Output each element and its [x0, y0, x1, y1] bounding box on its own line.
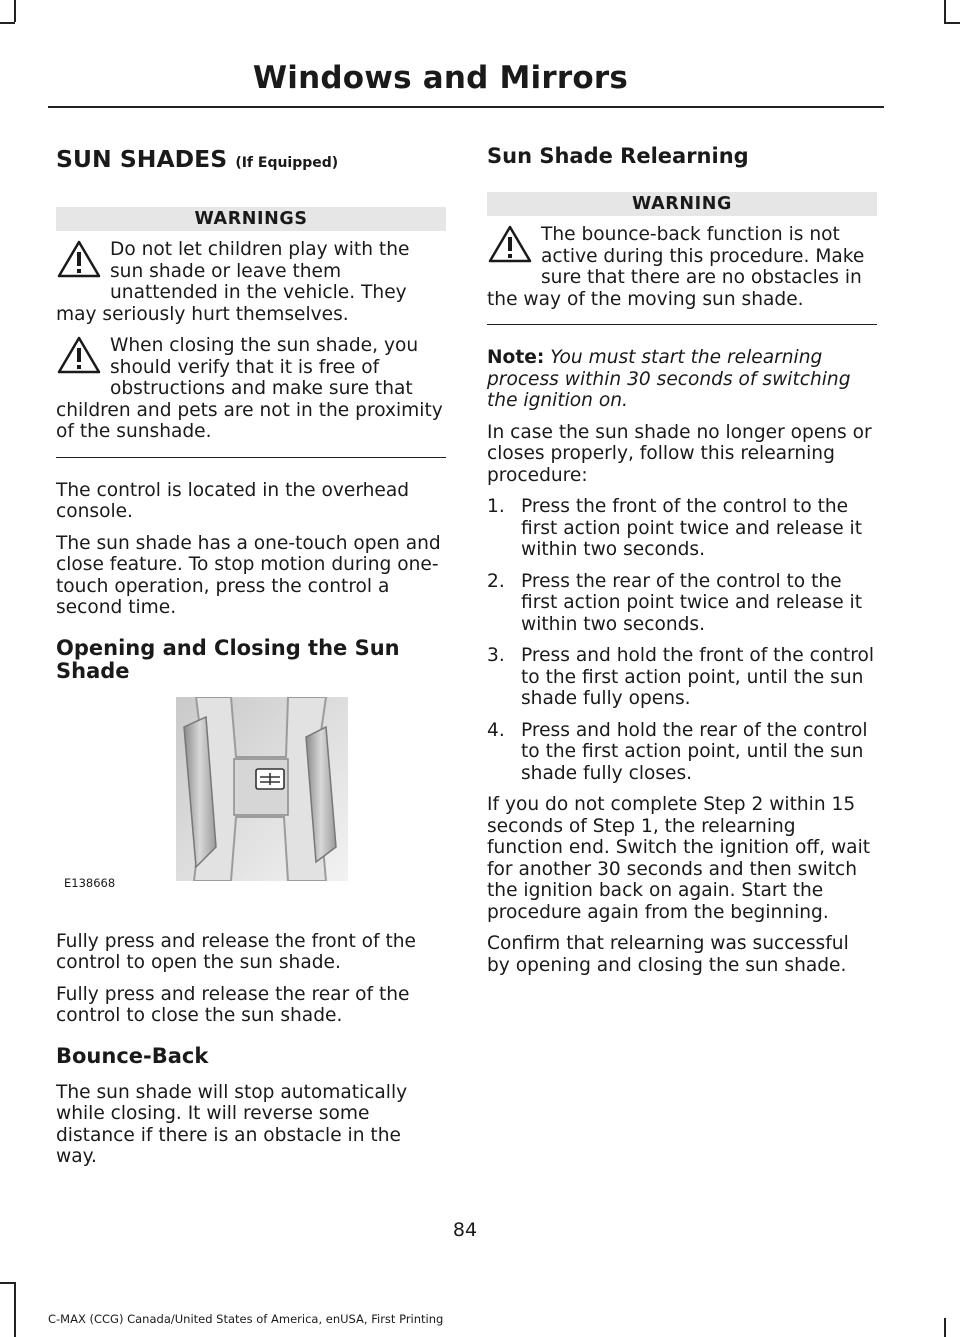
crop-mark-bottom-left-h [0, 1282, 15, 1284]
step-text: Press the front of the control to the first action point twice and release it within two seconds. [521, 496, 863, 560]
step-number: 4. [487, 719, 505, 741]
warning-triangle-icon [56, 239, 104, 281]
page-number: 84 [452, 1219, 478, 1241]
section-title-text: SUN SHADES [56, 145, 228, 173]
body-paragraph: The sun shade has a one-touch open and close feature. To stop motion during one-touch operation, press the control a second time. [56, 532, 441, 618]
crop-mark-top-right-h [944, 22, 960, 24]
step-text: Press and hold the front of the control to the first action point, until the sun shade fully opens. [521, 645, 875, 709]
list-item [487, 720, 877, 785]
warning-text: Do not let children play with the sun shade or leave them unattended in the vehicle. They may seriously hurt themselves. [56, 239, 410, 325]
sunshade-control-illustration [176, 697, 348, 881]
warning-item [56, 335, 446, 443]
body-paragraph: In case the sun shade no longer opens or closes properly, follow this relearning procedure: [487, 421, 872, 486]
note-paragraph [487, 347, 877, 412]
body-paragraph: Confirm that relearning was successful by opening and closing the sun shade. [487, 933, 849, 976]
note-label: Note: [487, 347, 545, 368]
crop-mark-bottom-right-v [944, 1318, 946, 1337]
section-title-sun-shades [56, 145, 446, 177]
list-item [487, 571, 877, 636]
step-number: 3. [487, 645, 505, 666]
step-text: Press and hold the rear of the control to the first action point, until the sun shade fully closes. [521, 719, 868, 784]
warning-text: When closing the sun shade, you should verify that it is free of obstructions and make sure that children and pets are not in the proximity of the sunshade. [56, 335, 443, 442]
list-item [487, 496, 877, 561]
section-title-suffix: (If Equipped) [235, 155, 339, 171]
warning-end-rule [487, 324, 877, 325]
subsection-title-relearning: Sun Shade Relearning [487, 144, 749, 168]
body-paragraph: The sun shade will stop automatically while closing. It will reverse some distance if there is an obstacle in the way. [56, 1081, 408, 1167]
document-info: C-MAX (CCG) Canada/United States of America, enUSA, First Printing [48, 1312, 444, 1326]
crop-mark-top-left-v [14, 0, 16, 22]
crop-mark-bottom-left-v [14, 1282, 16, 1337]
warnings-end-rule [56, 457, 446, 458]
warning-triangle-icon [56, 335, 104, 377]
body-paragraph: The control is located in the overhead console. [56, 479, 410, 522]
subsection-title-opening-closing: Opening and Closing the Sun Shade [56, 635, 400, 683]
page-header-title: Windows and Mirrors [252, 60, 628, 96]
warnings-banner: WARNINGS [56, 207, 446, 231]
warning-item [56, 239, 446, 325]
note-text: You must start the relearning process within 30 seconds of switching the ignition on. [487, 347, 851, 411]
body-paragraph: If you do not complete Step 2 within 15 seconds of Step 1, the relearning function end. Switch the ignition off, wait for another 30 seconds and then switch the ignition back on again. Start the procedure again from the beginning. [487, 794, 871, 923]
crop-mark-top-left-h [0, 22, 15, 24]
step-text: Press the rear of the control to the first action point twice and release it within two seconds. [521, 570, 863, 635]
warning-item [487, 224, 877, 310]
crop-mark-top-right-v [944, 0, 946, 22]
step-number: 2. [487, 570, 505, 592]
warning-text: The bounce-back function is not active during this procedure. Make sure that there are no obstacles in the way of the moving sun shade. [487, 224, 865, 310]
header-rule [48, 106, 884, 108]
list-item [487, 645, 877, 710]
relearning-steps [487, 496, 877, 784]
figure-code: E138668 [64, 875, 116, 890]
right-column [487, 145, 877, 986]
step-number: 1. [487, 496, 505, 517]
body-paragraph: Fully press and release the rear of the control to close the sun shade. [56, 983, 410, 1026]
warning-banner: WARNING [487, 192, 877, 216]
subsection-title-bounce-back: Bounce-Back [56, 1043, 209, 1068]
body-paragraph: Fully press and release the front of the control to open the sun shade. [56, 930, 416, 973]
warning-triangle-icon [487, 224, 535, 266]
figure-sunshade-control [56, 697, 446, 907]
left-column [56, 145, 446, 1178]
